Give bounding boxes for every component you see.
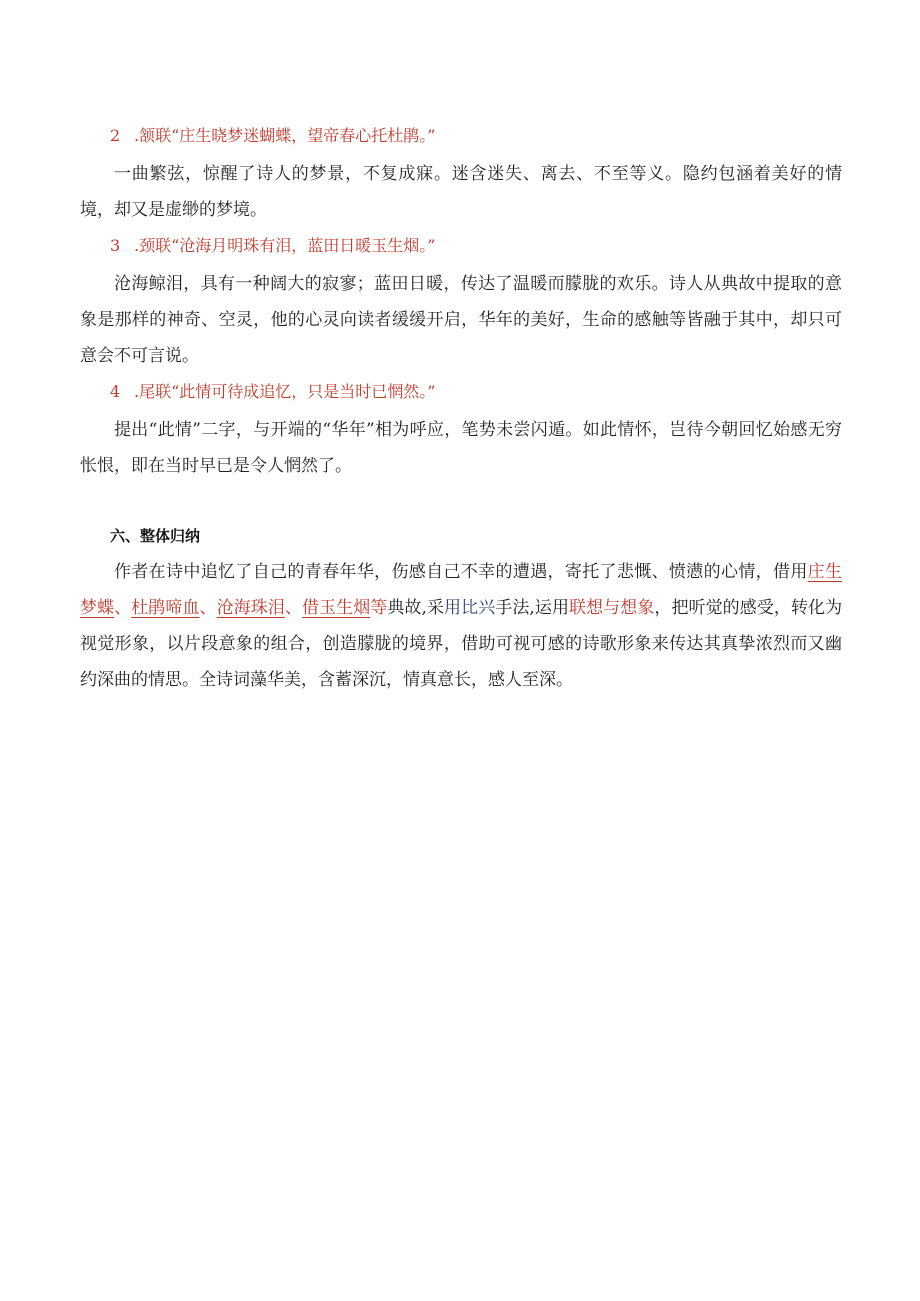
allusion-zhuangsheng: 庄生梦蝶	[80, 562, 843, 618]
section-paragraph-3: 沧海鲸泪，具有一种阔大的寂寥；蓝田日暖，传达了温暖而朦胧的欢乐。诗人从典故中提取的意象是那样的神奇、空灵，他的心灵向读者缓缓开启，华年的美好，生命的感触等皆融于其中，却只可意会不可言说。	[80, 274, 842, 366]
section-number: 2	[110, 126, 121, 145]
allusion-separator: 、	[284, 598, 302, 618]
summary-text: 典故,采	[387, 598, 445, 618]
section-paragraph-4: 提出“此情”二字，与开端的“华年”相为呼应，笔势未尝闪遁。如此情怀，岂待今朝回忆始感无穷怅恨，即在当时早已是令人惘然了。	[80, 420, 842, 476]
allusion-suffix: 等	[370, 598, 388, 618]
section-heading-text: .颈联“沧海月明珠有泪，蓝田日暖玉生烟。”	[134, 236, 436, 255]
allusion-separator: 、	[114, 598, 132, 618]
allusion-separator: 、	[199, 598, 217, 618]
section-heading-4	[110, 378, 842, 406]
summary-text: 作者在诗中追忆了自己的青春年华，伤感自己不幸的遭遇，寄托了悲慨、愤懑的心情，借用	[114, 562, 808, 582]
summary-text: ，把听觉的感受，转化为视觉形象，以片段意象的组合，创造朦胧的境界，借助可视可感的诗歌形象来传达其真挚浓烈而又幽约深曲的情思。全诗词藻华美，含蓄深沉，情真意长，感人至深。	[80, 598, 843, 690]
technique-text: 用比兴	[444, 598, 496, 618]
summary-text: 手法,运用	[495, 598, 570, 618]
section-heading-3	[110, 232, 842, 260]
method-text: 联想与想象	[569, 598, 655, 618]
section-heading-text: .颔联“庄生晓梦迷蝴蝶，望帝春心托杜鹃。”	[134, 126, 436, 145]
document-content	[80, 122, 842, 702]
allusion-dujuan: 杜鹃啼血	[131, 598, 200, 618]
section-heading-text: .尾联“此情可待成追忆，只是当时已惘然。”	[134, 382, 436, 401]
section-paragraph-2: 一曲繁弦，惊醒了诗人的梦景，不复成寐。迷含迷失、离去、不至等义。隐约包涵着美好的情境，却又是虚缈的梦境。	[80, 164, 842, 220]
summary-paragraph	[80, 554, 842, 698]
section-heading-2	[110, 122, 842, 150]
section-number: 4	[110, 382, 121, 401]
section-number: 3	[110, 236, 121, 255]
summary-title: 六、整体归纳	[110, 527, 201, 545]
allusion-canghai: 沧海珠泪	[216, 598, 285, 618]
allusion-jieyu: 借玉生烟	[301, 598, 371, 618]
